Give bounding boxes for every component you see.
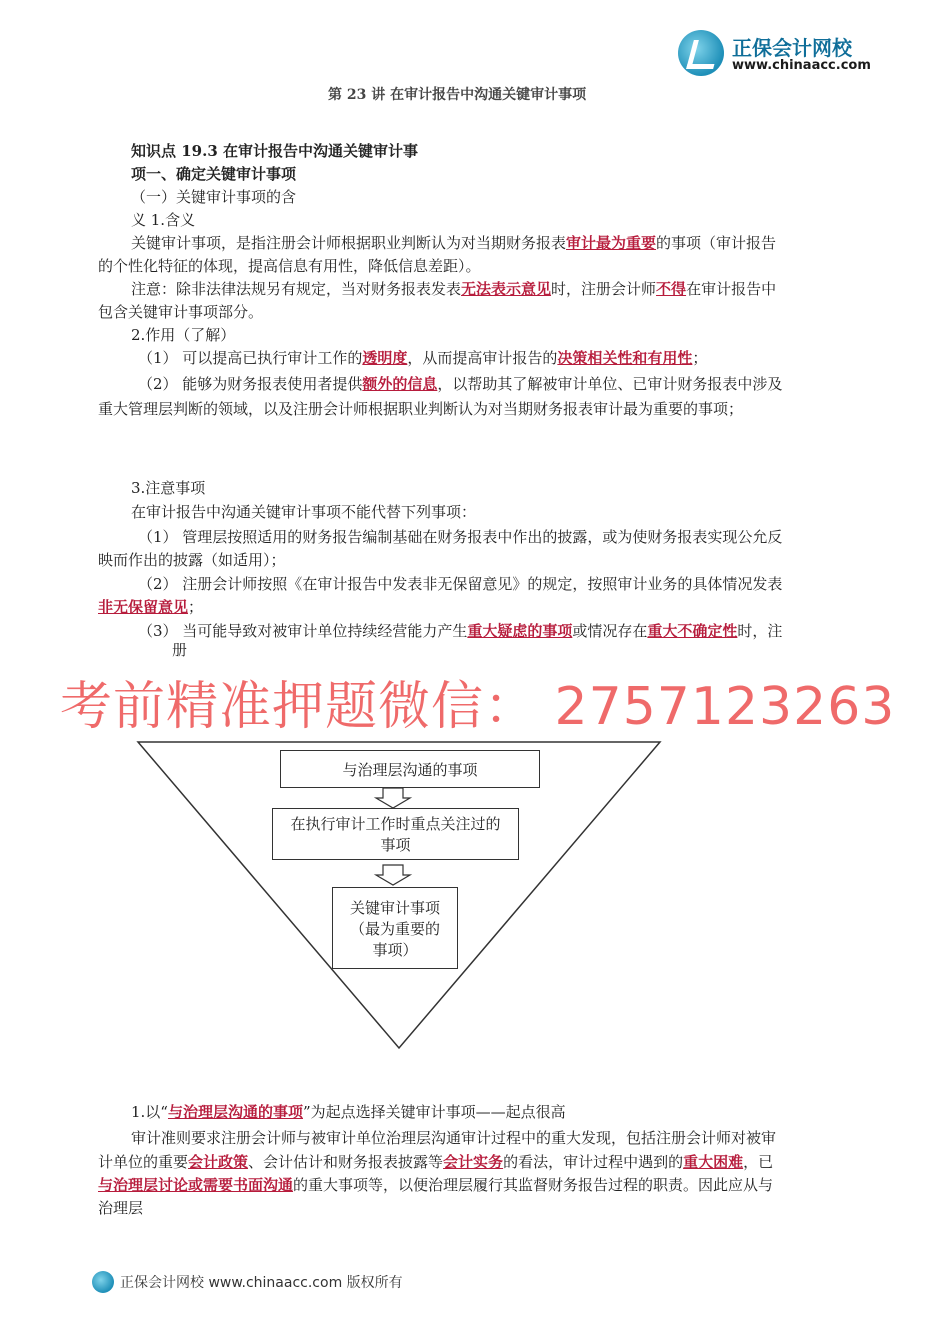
section-3-heading: 3.注意事项 [131,479,206,497]
kp-title: 知识点 19.3 在审计报告中沟通关键审计事 [131,142,418,160]
text: 时，注册会计师 [551,280,657,298]
arrow-down-icon [376,865,410,885]
kp-title-2: 项一、确定关键审计事项 [131,165,297,183]
highlight: 会计政策 [188,1153,249,1171]
role-2a [138,373,782,396]
sub-heading-1b: 义 1.含义 [131,211,196,229]
note-intro: 在审计报告中沟通关键审计事项不能代替下列事项： [131,503,477,521]
text: 1.以“ [131,1103,168,1121]
note-2a: （2） 注册会计师按照《在审计报告中发表非无保留意见》的规定，按照审计业务的具体情况发表 [138,575,783,593]
role-1 [138,347,707,370]
sub-heading-1: （一）关键审计事项的含 [131,188,297,206]
highlight: 无法表示意见 [461,280,552,298]
para-2a [131,278,776,301]
note-3b: 册 [172,641,188,659]
text: 计单位的重要 [98,1153,189,1171]
text: 注意：除非法律法规另有规定，当对财务报表发表 [131,280,462,298]
para-b5: 治理层 [98,1199,144,1217]
highlight: 与治理层讨论或需要书面沟通 [98,1176,294,1194]
para-b4 [98,1174,773,1197]
text: ，已 [743,1153,774,1171]
text: 的重大事项等，以便治理层履行其监督财务报告过程的职责。因此应从与 [293,1176,774,1194]
text: 时，注 [737,622,783,640]
para-2b: 包含关键审计事项部分。 [98,303,264,321]
highlight: 与治理层沟通的事项 [167,1103,303,1121]
text: （3） 当可能导致对被审计单位持续经营能力产生 [138,622,468,640]
text: ； [692,349,708,367]
text: 在审计报告中 [686,280,777,298]
note-1b: 映而作出的披露（如适用）； [98,551,286,569]
para-b2: 审计准则要求注册会计师与被审计单位治理层沟通审计过程中的重大发现，包括注册会计师对被审 [131,1129,777,1147]
logo-icon [678,30,724,76]
highlight: 审计最为重要 [566,234,657,252]
highlight: 非无保留意见 [98,598,189,616]
logo-url: www.chinaacc.com [732,58,871,73]
text: （2） 能够为财务报表使用者提供 [138,375,363,393]
highlight: 决策相关性和有用性 [557,349,693,367]
para-1a [131,232,776,255]
note-3a [138,620,782,643]
text: ，以帮助其了解被审计单位、已审计财务报表中涉及 [437,375,783,393]
diagram-box-3: 关键审计事项（最为重要的事项） [332,887,458,969]
highlight: 额外的信息 [362,375,438,393]
footer-text: 正保会计网校 www.chinaacc.com 版权所有 [120,1275,403,1291]
text: 的事项（审计报告 [656,234,777,252]
text: 、会计估计和财务报表披露等 [248,1153,444,1171]
role-2b: 重大管理层判断的领域，以及注册会计师根据职业判断认为对当期财务报表审计最为重要的事项； [98,400,744,418]
para-b3 [98,1151,773,1174]
highlight: 透明度 [362,349,408,367]
highlight: 会计实务 [443,1153,504,1171]
highlight: 重大困难 [683,1153,744,1171]
diagram-box-1: 与治理层沟通的事项 [280,750,540,788]
highlight: 重大不确定性 [647,622,738,640]
highlight: 不得 [656,280,687,298]
section-2-heading: 2.作用（了解） [131,326,236,344]
highlight: 重大疑虑的事项 [467,622,573,640]
text: ”为起点选择关键审计事项——起点很高 [303,1103,566,1121]
text: 关键审计事项，是指注册会计师根据职业判断认为对当期财务报表 [131,234,567,252]
para-1b: 的个性化特征的体现，提高信息有用性，降低信息差距）。 [98,257,481,275]
text: 的看法，审计过程中遇到的 [503,1153,684,1171]
point-1 [131,1101,566,1124]
note-1a: （1） 管理层按照适用的财务报告编制基础在财务报表中作出的披露，或为使财务报表实现公允反 [138,528,783,546]
text: ，从而提高审计报告的 [407,349,558,367]
logo-name: 正保会计网校 [732,36,852,60]
diagram-box-2: 在执行审计工作时重点关注过的事项 [272,808,519,860]
note-2b [98,596,203,619]
arrow-down-icon [376,788,410,808]
text: ； [188,598,204,616]
text: （1） 可以提高已执行审计工作的 [138,349,363,367]
watermark: 考前精准押题微信： 2757123263 [60,677,896,737]
footer-logo-icon [92,1271,114,1293]
page-title: 第 23 讲 在审计报告中沟通关键审计事项 [328,87,587,103]
text: 或情况存在 [572,622,648,640]
